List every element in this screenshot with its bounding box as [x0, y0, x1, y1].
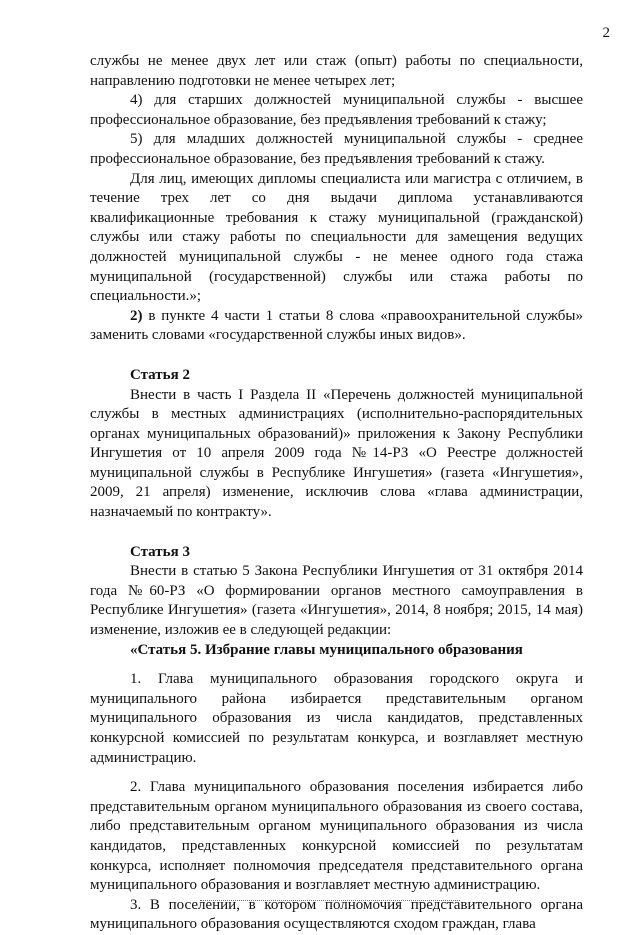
article-5-part-3: 3. В поселении, в котором полномочия представительного органа муниципального образования осуществляются сходом граждан, глава — [90, 896, 583, 933]
article-5-part-1: 1. Глава муниципального образования городского округа и муниципального района избирается представительным органом муниципального образования из числа кандидатов, представленных конкурсной комиссией по результатам конкурса, и возглавляет местную администрацию. — [90, 671, 583, 766]
document-body — [90, 52, 583, 935]
page-number: 2 — [602, 25, 610, 41]
article-2-heading: Статья 2 — [130, 366, 190, 383]
paragraph-continuation: службы не менее двух лет или стаж (опыт) работы по специальности, направлению подготовки не менее четырех лет; — [90, 53, 583, 89]
article-2-text: Внести в часть I Раздела II «Перечень должностей муниципальной службы в местных администрациях (исполнительно-распорядительных органах муниципальных образований)» приложения к Закону Республики Ингушетия от 10 апреля 2009 года №14-РЗ «О Реестре должностей муниципальной службы в Республике Ингушетия» (газета «Ингушетия», 2009, 21 апреля) изменение, исключив слова «глава администрации, назначаемый по контракту». — [90, 386, 583, 521]
item-2-text: в пункте 4 части 1 статьи 8 слова «правоохранительной службы» заменить словами «государственной службы иных видов». — [90, 307, 583, 344]
article-5-part-2: 2. Глава муниципального образования поселения избирается либо представительным органом муниципального образования из своего состава, либо представительным органом муниципального образования из числа кандидатов, представленных конкурсной комиссией по результатам конкурса, исполняет полномочия председателя представительного органа муниципального образования и возглавляет местную администрацию. — [90, 779, 583, 894]
scan-artifact — [200, 897, 460, 901]
paragraph-item-2 — [90, 307, 583, 346]
paragraph-diploma-holders: Для лиц, имеющих дипломы специалиста или магистра с отличием, в течение трех лет со дня выдачи диплома устанавливаются квалификационные требования к стажу муниципальной (гражданской) службы или стажу работы по специальности для замещения ведущих должностей муниципальной службы - не менее одного года стажа муниципальной (государственной) службы или стажа работы по специальности.»; — [90, 170, 583, 305]
article-3-text: Внести в статью 5 Закона Республики Ингушетия от 31 октября 2014 года №60-РЗ «О формировании органов местного самоуправления в Республике Ингушетия» (газета «Ингушетия», 2014, 8 ноября; 2015, 14 мая) изменение, изложив ее в следующей редакции: — [90, 563, 583, 639]
item-2-number: 2) — [130, 307, 143, 324]
article-5-heading: «Статья 5. Избрание главы муниципального образования — [130, 641, 523, 658]
article-3-heading: Статья 3 — [130, 543, 190, 560]
paragraph-senior-positions: 4) для старших должностей муниципальной службы - высшее профессиональное образование, без предъявления требований к стажу; — [90, 92, 583, 128]
paragraph-junior-positions: 5) для младших должностей муниципальной службы - среднее профессиональное образование, без предъявления требований к стажу. — [90, 131, 583, 167]
